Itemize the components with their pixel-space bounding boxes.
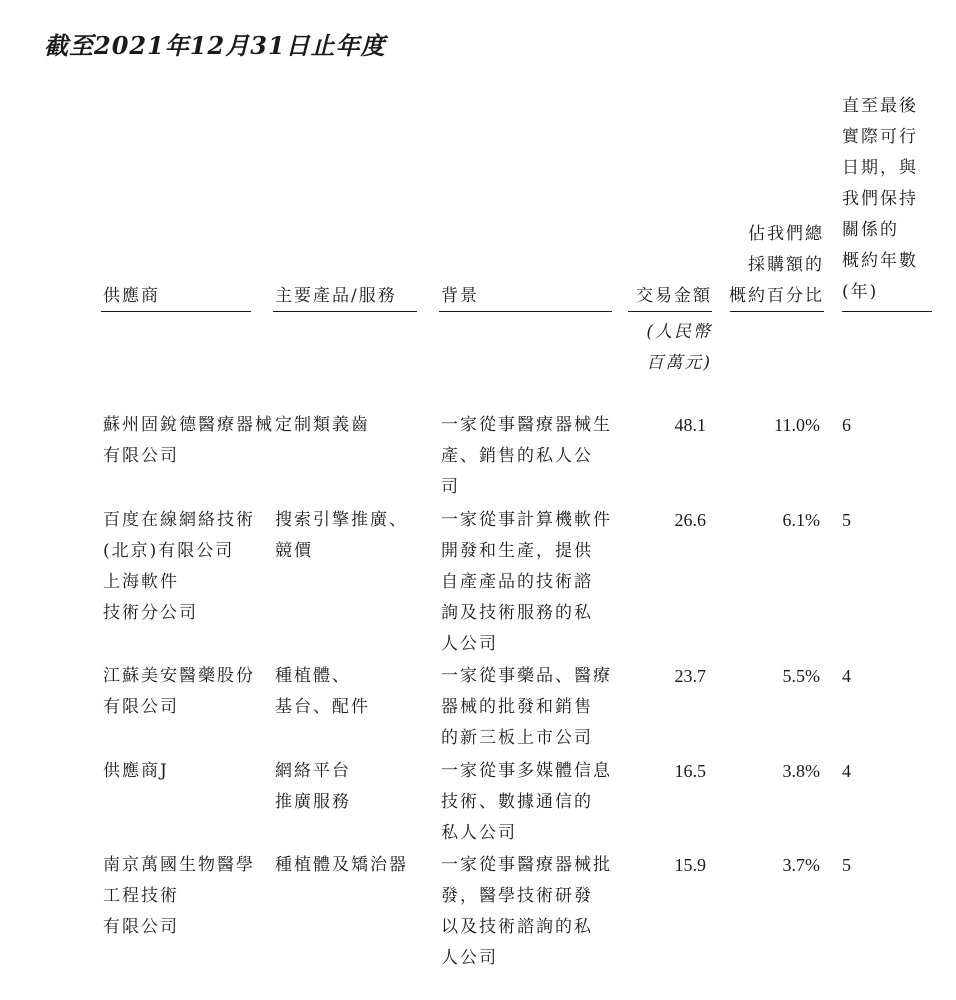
row1-percentage: 11.0% (774, 415, 820, 435)
header-amount: 交易金額 (636, 286, 712, 306)
header-years: 直至最後 實際可行 日期，與 我們保持 關係的 概約年數 (年) (842, 96, 918, 302)
row3-supplier: 江蘇美安醫藥股份 有限公司 (103, 666, 255, 717)
row2-products: 搜索引擎推廣、 競價 (275, 510, 408, 561)
header-products: 主要產品/服務 (275, 286, 397, 306)
row5-percentage: 3.7% (782, 855, 820, 875)
header-rule-amount (628, 311, 712, 312)
header-rule-products (273, 311, 417, 312)
row5-supplier: 南京萬國生物醫學 工程技術 有限公司 (103, 855, 255, 937)
row4-background: 一家從事多媒體信息 技術、數據通信的 私人公司 (441, 761, 612, 843)
row4-amount: 16.5 (674, 761, 706, 781)
row1-years: 6 (842, 415, 851, 435)
header-rule-years (842, 311, 932, 312)
header-rule-background (439, 311, 612, 312)
row4-products: 網絡平台 推廣服務 (275, 761, 351, 812)
row1-supplier: 蘇州固銳德醫療器械 有限公司 (103, 415, 274, 466)
row2-amount: 26.6 (674, 510, 706, 530)
header-supplier: 供應商 (103, 286, 160, 306)
header-rule-supplier (101, 311, 251, 312)
row3-years: 4 (842, 666, 851, 686)
row1-background: 一家從事醫療器械生 產、銷售的私人公 司 (441, 415, 612, 497)
row2-percentage: 6.1% (782, 510, 820, 530)
row1-amount: 48.1 (674, 415, 706, 435)
header-rule-percentage (730, 311, 824, 312)
amount-unit: (人民幣 百萬元) (646, 322, 712, 373)
row1-products: 定制類義齒 (275, 415, 370, 435)
row2-background: 一家從事計算機軟件 開發和生產，提供 自產產品的技術諮 詢及技術服務的私 人公司 (441, 510, 612, 654)
row5-products: 種植體及矯治器 (275, 855, 408, 875)
row2-supplier: 百度在線網絡技術 (北京)有限公司 上海軟件 技術分公司 (103, 510, 255, 623)
header-percentage: 佔我們總 採購額的 概約百分比 (729, 224, 824, 306)
row4-supplier: 供應商J (103, 761, 169, 781)
row3-products: 種植體、 基台、配件 (275, 666, 370, 717)
row3-background: 一家從事藥品、醫療 器械的批發和銷售 的新三板上市公司 (441, 666, 612, 748)
row2-years: 5 (842, 510, 851, 530)
row5-years: 5 (842, 855, 851, 875)
row4-years: 4 (842, 761, 851, 781)
row4-percentage: 3.8% (782, 761, 820, 781)
row5-amount: 15.9 (674, 855, 706, 875)
row3-percentage: 5.5% (782, 666, 820, 686)
row5-background: 一家從事醫療器械批 發，醫學技術研發 以及技術諮詢的私 人公司 (441, 855, 612, 968)
table-title: 截至2021年12月31日止年度 (44, 31, 386, 60)
row3-amount: 23.7 (674, 666, 706, 686)
header-background: 背景 (441, 286, 479, 306)
